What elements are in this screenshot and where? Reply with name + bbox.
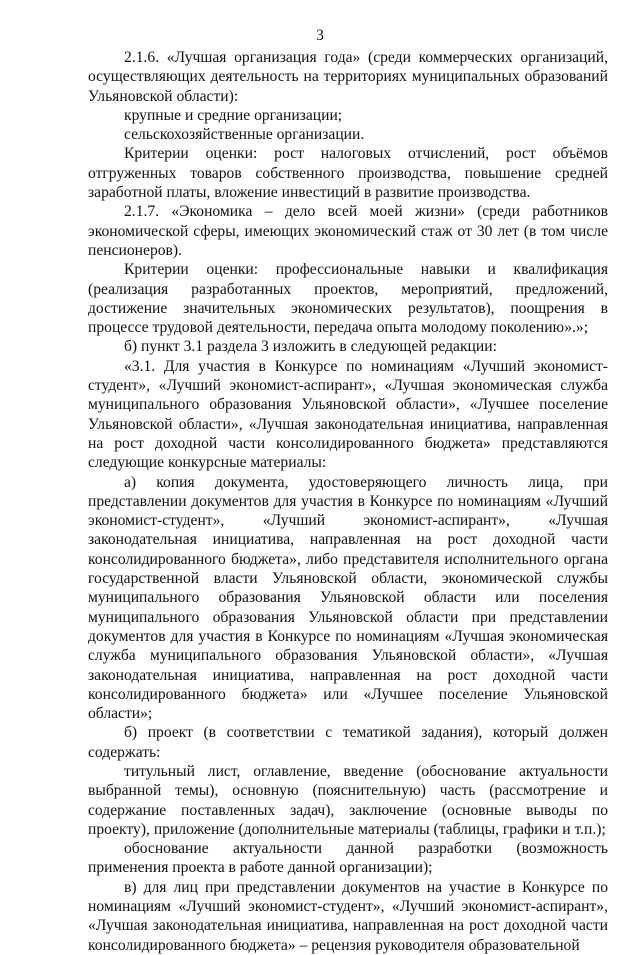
paragraph-clause-b: б) пункт 3.1 раздела 3 изложить в следующей редакции:: [124, 338, 497, 356]
paragraph-3-1: «3.1. Для участия в Конкурсе по номинациям «Лучший экономист-студент», «Лучший экономист-аспирант», «Лучшая экономическая служба муниципального образования Ульяновской области», «Лучшее поселение Ульяновской области», «Лучшая законодательная инициатива, направленная на рост доходной части консолидированного бюджета» представляются следующие конкурсные материалы:: [88, 357, 608, 472]
document-body: [88, 48, 608, 955]
list-item-agricultural: сельскохозяйственные организации.: [124, 126, 365, 144]
paragraph-item-a: а) копия документа, удостоверяющего личность лица, при представлении документов для участия в Конкурсе по номинациям «Лучший экономист-студент», «Лучший экономист-аспирант», «Лучшая законодательная инициатива, направленная на рост доходной части консолидированного бюджета», либо представителя исполнительного органа государственной власти Ульяновской области, экономической службы муниципального образования Ульяновской области или поселения муниципального образования Ульяновской области при представлении документов для участия в Конкурсе по номинациям «Лучшая экономическая служба муниципального образования Ульяновской области», «Лучшая законодательная инициатива, направленная на рост доходной части консолидированного бюджета» или «Лучшее поселение Ульяновской области»;: [88, 473, 608, 723]
paragraph-criteria-org: Критерии оценки: рост налоговых отчислений, рост объёмов отгруженных товаров собственного производства, повышение средней заработной платы, вложение инвестиций в развитие производства.: [88, 145, 608, 202]
paragraph-criteria-economy: Критерии оценки: профессиональные навыки и квалификация (реализация разработанных проектов, мероприятий, предложений, достижение значительных экономических результатов), поощрения в процессе трудовой деятельности, передача опыта молодому поколению».»;: [88, 261, 608, 337]
list-item-large-medium: крупные и средние организации;: [124, 106, 343, 124]
paragraph-item-b: б) проект (в соответствии с тематикой задания), который должен содержать:: [88, 724, 608, 761]
paragraph-relevance: обоснование актуальности данной разработки (возможность применения проекта в работе данной организации);: [88, 840, 608, 877]
paragraph-project-contents: титульный лист, оглавление, введение (обоснование актуальности выбранной темы), основную (пояснительную) часть (рассмотрение и содержание поставленных задач), заключение (основные выводы по проекту), приложение (дополнительные материалы (таблицы, графики и т.п.);: [88, 762, 608, 838]
paragraph-item-v: в) для лиц при представлении документов на участие в Конкурсе по номинациям «Лучший экономист-студент», «Лучший экономист-аспирант», «Лучшая законодательная инициатива, направленная на рост доходной части консолидированного бюджета» – рецензия руководителя образовательной: [88, 878, 608, 954]
paragraph-2-1-7: 2.1.7. «Экономика – дело всей моей жизни» (среди работников экономической сферы, имеющих экономический стаж от 30 лет (в том числе пенсионеров).: [88, 203, 608, 259]
page-number: 3: [316, 27, 324, 44]
paragraph-2-1-6: 2.1.6. «Лучшая организация года» (среди коммерческих организаций, осуществляющих деятельность на территориях муниципальных образований Ульяновской области):: [88, 49, 608, 105]
